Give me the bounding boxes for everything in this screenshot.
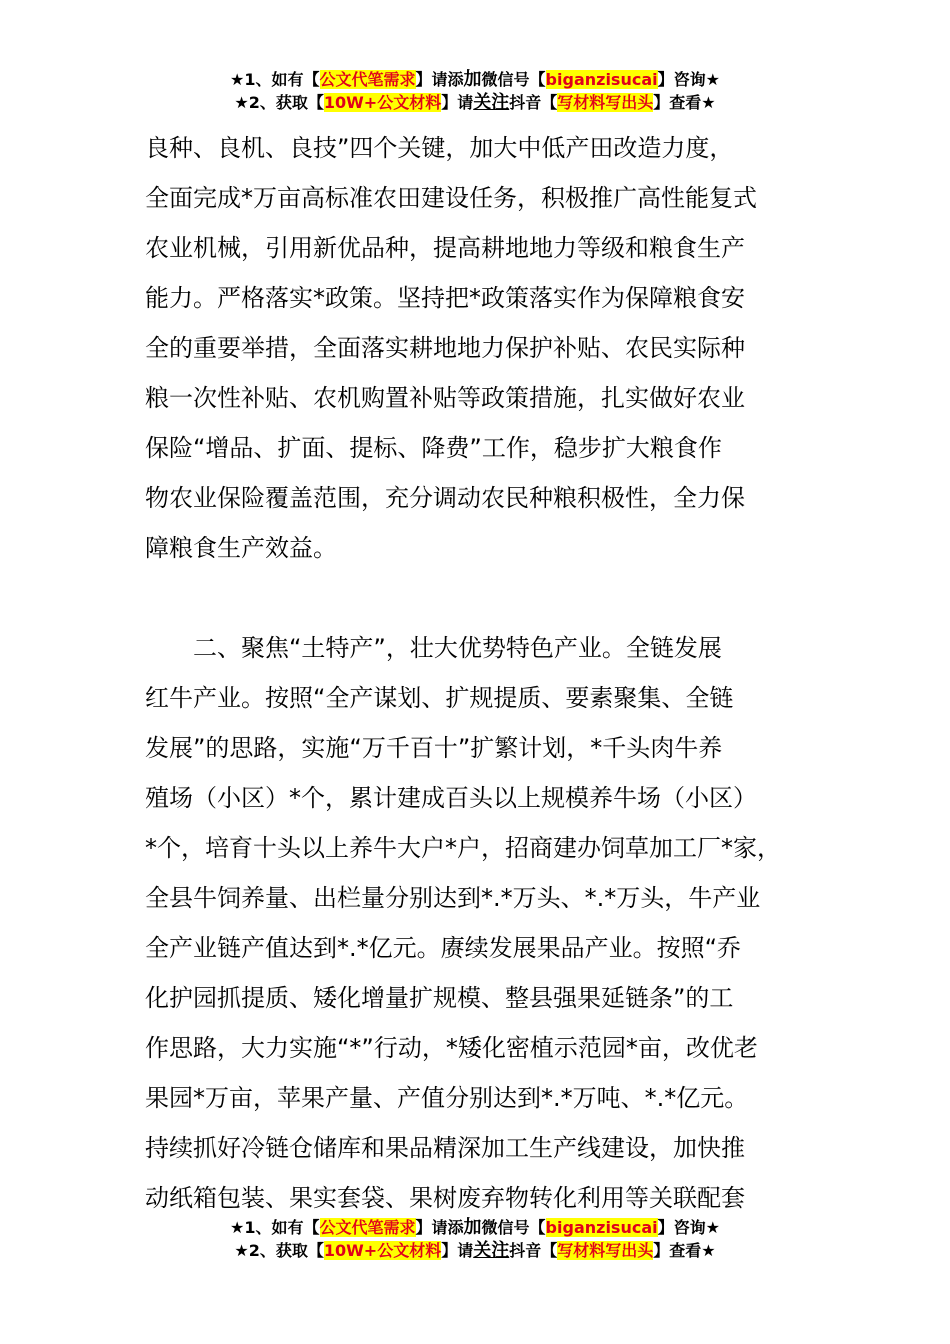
- header-banner: [0, 69, 950, 115]
- highlight-service: 公文代笔需求: [319, 1218, 416, 1237]
- highlight-materials: 10W+公文材料: [323, 93, 442, 112]
- text-line: 障粮食生产效益。: [145, 534, 337, 562]
- highlight-materials: 10W+公文材料: [323, 1241, 442, 1260]
- body-text: [145, 123, 835, 1223]
- star-icon: ★: [234, 93, 249, 112]
- highlight-douyin: 写材料写出头: [557, 93, 654, 112]
- highlight-service: 公文代笔需求: [319, 70, 416, 89]
- text-line: 物农业保险覆盖范围，充分调动农民种粮积极性，全力保: [145, 484, 745, 512]
- text-line: 动纸箱包装、果实套袋、果树废弃物转化利用等关联配套: [145, 1184, 745, 1212]
- star-icon: ★: [230, 70, 245, 89]
- text-line: 作思路，大力实施“*”行动，*矮化密植示范园*亩，改优老: [145, 1034, 758, 1062]
- text-line: 果园*万亩，苹果产量、产值分别达到*.*万吨、*.*亿元。: [145, 1084, 749, 1112]
- text-line: 发展”的思路，实施“万千百十”扩繁计划，*千头肉牛养: [145, 734, 723, 762]
- highlight-wechat-id: biganzisucai: [545, 70, 658, 89]
- highlight-douyin: 写材料写出头: [557, 1241, 654, 1260]
- banner-line-2: ★2、获取【10W+公文材料】请关注抖音【写材料写出头】查看★: [234, 92, 716, 113]
- banner-line-2: ★2、获取【10W+公文材料】请关注抖音【写材料写出头】查看★: [234, 1240, 716, 1261]
- text-line: 农业机械，引用新优品种，提高耕地地力等级和粮食生产: [145, 234, 745, 262]
- star-icon: ★: [234, 1241, 249, 1260]
- text-line: 粮一次性补贴、农机购置补贴等政策措施，扎实做好农业: [145, 384, 745, 412]
- highlight-wechat-id: biganzisucai: [545, 1218, 658, 1237]
- footer-banner: [0, 1217, 950, 1263]
- text-line: 殖场（小区）*个，累计建成百头以上规模养牛场（小区）: [145, 784, 757, 812]
- text-line: 红牛产业。按照“全产谋划、扩规提质、要素聚集、全链: [145, 684, 734, 712]
- text-line: 全面完成*万亩高标准农田建设任务，积极推广高性能复式: [145, 184, 757, 212]
- text-line: 全的重要举措，全面落实耕地地力保护补贴、农民实际种: [145, 334, 745, 362]
- banner-line-1: ★1、如有【公文代笔需求】请添加微信号【biganzisucai】咨询★: [230, 69, 720, 90]
- star-icon: ★: [230, 1218, 245, 1237]
- banner-line-1: ★1、如有【公文代笔需求】请添加微信号【biganzisucai】咨询★: [230, 1217, 720, 1238]
- text-line: 全县牛饲养量、出栏量分别达到*.*万头、*.*万头，牛产业: [145, 884, 761, 912]
- text-line: 化护园抓提质、矮化增量扩规模、整县强果延链条”的工: [145, 984, 734, 1012]
- paragraph-gap: [145, 573, 835, 623]
- text-line: 保险“增品、扩面、提标、降费”工作，稳步扩大粮食作: [145, 434, 722, 462]
- text-line: *个，培育十头以上养牛大户*户，招商建办饲草加工厂*家，: [145, 834, 781, 862]
- text-line: 能力。严格落实*政策。坚持把*政策落实作为保障粮食安: [145, 284, 745, 312]
- text-line: 良种、良机、良技”四个关键，加大中低产田改造力度，: [145, 134, 734, 162]
- text-line: 全产业链产值达到*.*亿元。赓续发展果品产业。按照“乔: [145, 934, 742, 962]
- text-line: 二、聚焦“土特产”，壮大优势特色产业。全链发展: [145, 634, 722, 662]
- text-line: 持续抓好冷链仓储库和果品精深加工生产线建设，加快推: [145, 1134, 745, 1162]
